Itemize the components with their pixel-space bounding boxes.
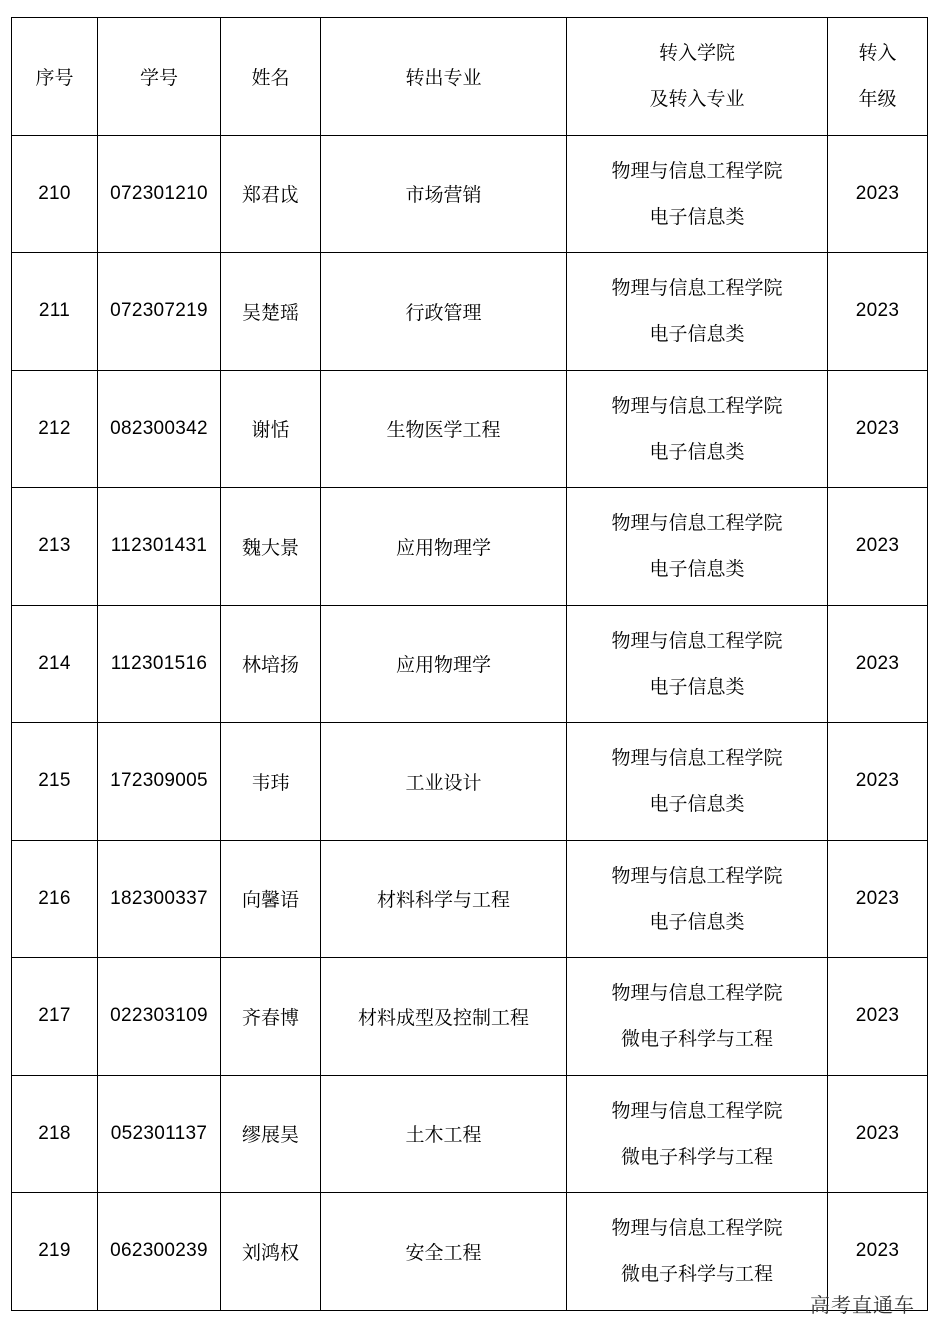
cell-name: 缪展昊 (221, 1075, 321, 1193)
cell-year: 2023 (828, 135, 928, 253)
cell-year: 2023 (828, 723, 928, 841)
cell-to-college (567, 488, 828, 606)
cell-student-id: 082300342 (98, 370, 221, 488)
table-row (12, 253, 928, 371)
cell-from-major: 材料成型及控制工程 (321, 958, 567, 1076)
header-to-college-line2: 及转入专业 (649, 88, 745, 111)
cell-to-major: 电子信息类 (649, 675, 745, 698)
cell-name: 齐春博 (221, 958, 321, 1076)
cell-student-id: 172309005 (98, 723, 221, 841)
cell-year: 2023 (828, 253, 928, 371)
table-row (12, 958, 928, 1076)
cell-year: 2023 (828, 370, 928, 488)
cell-to-college (567, 370, 828, 488)
header-year-line1: 转入 (858, 42, 897, 65)
transfer-roster-table (11, 17, 928, 1311)
cell-to-college-name: 物理与信息工程学院 (611, 512, 783, 535)
cell-student-id: 112301431 (98, 488, 221, 606)
table-body (12, 135, 928, 1310)
cell-seq: 215 (12, 723, 98, 841)
table-row (12, 1193, 928, 1311)
cell-seq: 211 (12, 253, 98, 371)
cell-name: 韦玮 (221, 723, 321, 841)
cell-year: 2023 (828, 958, 928, 1076)
cell-seq: 218 (12, 1075, 98, 1193)
cell-name: 吴楚瑶 (221, 253, 321, 371)
cell-from-major: 生物医学工程 (321, 370, 567, 488)
cell-to-major: 电子信息类 (649, 558, 745, 581)
header-year (828, 18, 928, 136)
cell-to-major: 电子信息类 (649, 440, 745, 463)
cell-student-id: 052301137 (98, 1075, 221, 1193)
cell-to-college (567, 253, 828, 371)
cell-student-id: 112301516 (98, 605, 221, 723)
cell-year: 2023 (828, 840, 928, 958)
table-row (12, 723, 928, 841)
cell-to-major: 电子信息类 (649, 910, 745, 933)
cell-to-college-name: 物理与信息工程学院 (611, 864, 783, 887)
cell-seq: 214 (12, 605, 98, 723)
cell-student-id: 022303109 (98, 958, 221, 1076)
header-to-college (567, 18, 828, 136)
cell-seq: 217 (12, 958, 98, 1076)
cell-to-major: 微电子科学与工程 (620, 1145, 773, 1168)
cell-name: 郑君戉 (221, 135, 321, 253)
cell-year: 2023 (828, 605, 928, 723)
cell-to-college (567, 605, 828, 723)
cell-to-college-name: 物理与信息工程学院 (611, 1099, 783, 1122)
cell-year: 2023 (828, 488, 928, 606)
cell-student-id: 072301210 (98, 135, 221, 253)
table-row (12, 135, 928, 253)
cell-from-major: 市场营销 (321, 135, 567, 253)
table-row (12, 370, 928, 488)
cell-from-major: 材料科学与工程 (321, 840, 567, 958)
cell-to-major: 电子信息类 (649, 793, 745, 816)
cell-name: 谢恬 (221, 370, 321, 488)
cell-to-college (567, 135, 828, 253)
table-row (12, 488, 928, 606)
cell-seq: 212 (12, 370, 98, 488)
cell-seq: 210 (12, 135, 98, 253)
header-seq: 序号 (12, 18, 98, 136)
cell-from-major: 应用物理学 (321, 488, 567, 606)
cell-student-id: 062300239 (98, 1193, 221, 1311)
cell-from-major: 工业设计 (321, 723, 567, 841)
cell-student-id: 072307219 (98, 253, 221, 371)
cell-student-id: 182300337 (98, 840, 221, 958)
cell-to-college (567, 958, 828, 1076)
cell-to-major: 电子信息类 (649, 205, 745, 228)
cell-to-college-name: 物理与信息工程学院 (611, 159, 783, 182)
header-name: 姓名 (221, 18, 321, 136)
header-year-line2: 年级 (858, 88, 897, 111)
cell-seq: 213 (12, 488, 98, 606)
cell-name: 向馨语 (221, 840, 321, 958)
header-student-id: 学号 (98, 18, 221, 136)
cell-from-major: 应用物理学 (321, 605, 567, 723)
table-row (12, 840, 928, 958)
cell-to-college (567, 840, 828, 958)
cell-seq: 216 (12, 840, 98, 958)
cell-to-major: 微电子科学与工程 (620, 1028, 773, 1051)
cell-to-college-name: 物理与信息工程学院 (611, 394, 783, 417)
cell-year: 2023 (828, 1193, 928, 1311)
cell-to-college-name: 物理与信息工程学院 (611, 1217, 783, 1240)
cell-to-college (567, 1193, 828, 1311)
cell-from-major: 安全工程 (321, 1193, 567, 1311)
cell-seq: 219 (12, 1193, 98, 1311)
watermark-text: 高考直通车 (810, 1293, 915, 1317)
header-to-college-line1: 转入学院 (658, 42, 735, 65)
table-header-row (12, 18, 928, 136)
cell-to-college-name: 物理与信息工程学院 (611, 277, 783, 300)
cell-to-college-name: 物理与信息工程学院 (611, 982, 783, 1005)
cell-name: 魏大景 (221, 488, 321, 606)
cell-to-college (567, 723, 828, 841)
transfer-roster-sheet (11, 17, 927, 1311)
cell-year: 2023 (828, 1075, 928, 1193)
table-row (12, 605, 928, 723)
cell-to-major: 电子信息类 (649, 323, 745, 346)
cell-to-major: 微电子科学与工程 (620, 1263, 773, 1286)
cell-from-major: 行政管理 (321, 253, 567, 371)
cell-to-college-name: 物理与信息工程学院 (611, 629, 783, 652)
cell-name: 刘鸿权 (221, 1193, 321, 1311)
table-row (12, 1075, 928, 1193)
cell-name: 林培扬 (221, 605, 321, 723)
cell-to-college (567, 1075, 828, 1193)
cell-to-college-name: 物理与信息工程学院 (611, 747, 783, 770)
cell-from-major: 土木工程 (321, 1075, 567, 1193)
header-from-major: 转出专业 (321, 18, 567, 136)
